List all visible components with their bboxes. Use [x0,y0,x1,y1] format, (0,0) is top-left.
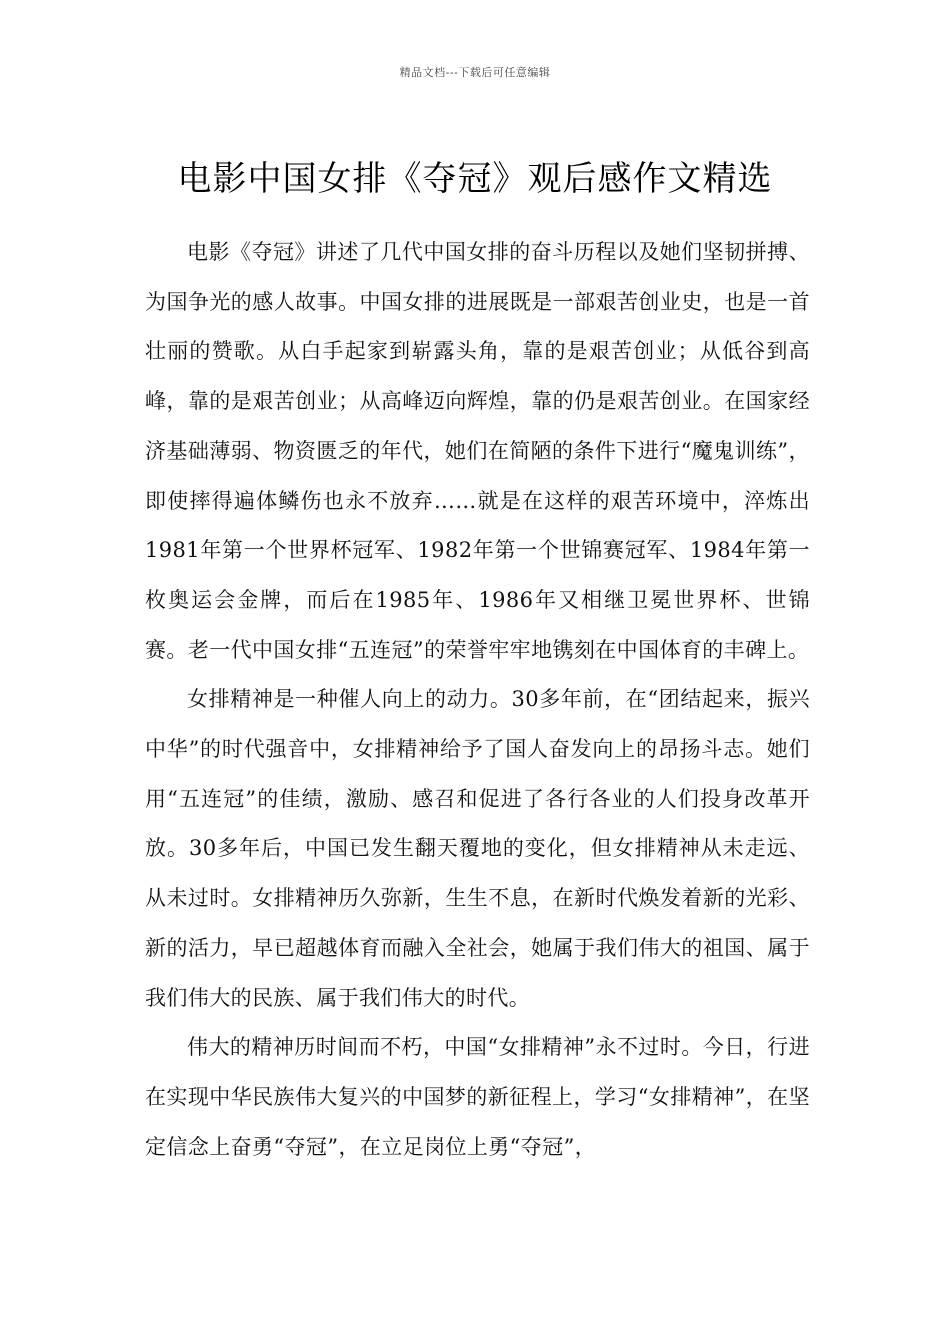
document-body [145,228,810,1172]
paragraph-2: 女排精神是一种催人向上的动力。30多年前，在“团结起来，振兴中华”的时代强音中，女排精神给予了国人奋发向上的昂扬斗志。她们用“五连冠”的佳绩，激励、感召和促进了各行各业的人们投身改革开放。30多年后，中国已发生翻天覆地的变化，但女排精神从未走远、从未过时。女排精神历久弥新，生生不息，在新时代焕发着新的光彩、新的活力，早已超越体育而融入全社会，她属于我们伟大的祖国、属于我们伟大的民族、属于我们伟大的时代。 [145,687,810,1010]
paragraph-3: 伟大的精神历时间而不朽，中国“女排精神”永不过时。今日，行进在实现中华民族伟大复兴的中国梦的新征程上，学习“女排精神”，在坚定信念上奋勇“夺冠”，在立足岗位上勇“夺冠”， [145,1035,810,1159]
document-title: 电影中国女排《夺冠》观后感作文精选 [177,158,773,199]
header-note: 精品文档---下载后可任意编辑 [399,66,551,79]
paragraph-1: 电影《夺冠》讲述了几代中国女排的奋斗历程以及她们坚韧拼搏、为国争光的感人故事。中国女排的进展既是一部艰苦创业史，也是一首壮丽的赞歌。从白手起家到崭露头角，靠的是艰苦创业；从低谷到高峰，靠的是艰苦创业；从高峰迈向辉煌，靠的仍是艰苦创业。在国家经济基础薄弱、物资匮乏的年代，她们在简陋的条件下进行“魔鬼训练”，即使摔得遍体鳞伤也永不放弃……就是在这样的艰苦环境中，淬炼出1981年第一个世界杯冠军、1982年第一个世锦赛冠军、1984年第一枚奥运会金牌，而后在1985年、1986年又相继卫冕世界杯、世锦赛。老一代中国女排“五连冠”的荣誉牢牢地镌刻在中国体育的丰碑上。 [145,240,810,662]
